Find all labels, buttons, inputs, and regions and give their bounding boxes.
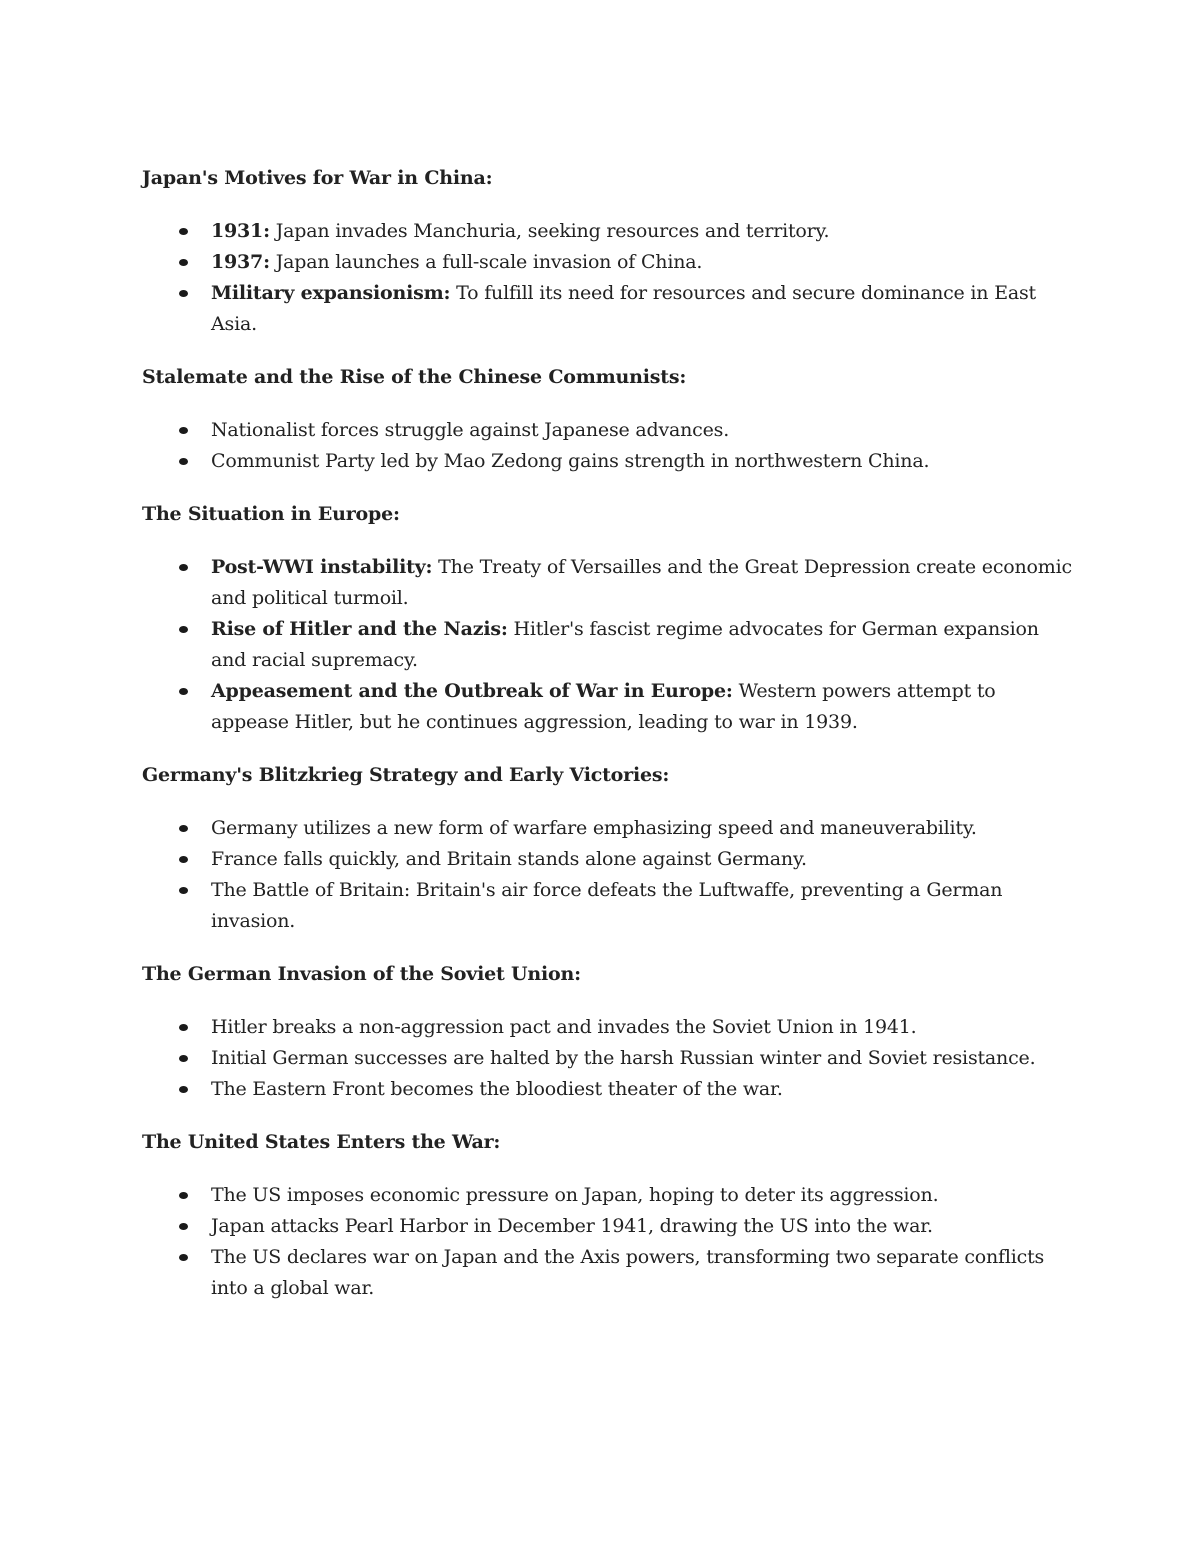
list-item (142, 676, 1072, 738)
bullet-list (142, 216, 1072, 340)
bullet-icon (179, 1254, 188, 1261)
bullet-icon (179, 1024, 188, 1031)
item-lead: Military expansionism: (211, 282, 451, 304)
section-soviet-invasion (142, 959, 1072, 1105)
bullet-icon (179, 825, 188, 832)
item-lead: Post-WWI instability: (211, 556, 433, 578)
item-text: Japan attacks Pearl Harbor in December 1941, drawing the US into the war. (211, 1215, 933, 1237)
item-lead: Rise of Hitler and the Nazis: (211, 618, 508, 640)
section-heading: Stalemate and the Rise of the Chinese Communists: (142, 366, 687, 388)
list-item (142, 614, 1072, 676)
list-item (142, 446, 1072, 477)
bullet-icon (179, 1055, 188, 1062)
bullet-icon (179, 887, 188, 894)
bullet-list (142, 1180, 1072, 1304)
bullet-icon (179, 228, 188, 235)
list-item (142, 813, 1072, 844)
item-text: Hitler breaks a non-aggression pact and invades the Soviet Union in 1941. (211, 1016, 917, 1038)
bullet-icon (179, 458, 188, 465)
section-japan-motives (142, 163, 1072, 340)
list-item (142, 415, 1072, 446)
list-item (142, 1211, 1072, 1242)
bullet-icon (179, 688, 188, 695)
item-text: Communist Party led by Mao Zedong gains strength in northwestern China. (211, 450, 930, 472)
item-lead: 1931: (211, 220, 270, 242)
bullet-icon (179, 856, 188, 863)
list-item (142, 278, 1072, 340)
document-body (142, 163, 1072, 1326)
bullet-icon (179, 626, 188, 633)
list-item (142, 1242, 1072, 1304)
item-text: The US imposes economic pressure on Japan, hoping to deter its aggression. (211, 1184, 939, 1206)
item-text: Japan invades Manchuria, seeking resources and territory. (269, 220, 830, 242)
item-text: The Eastern Front becomes the bloodiest theater of the war. (211, 1078, 783, 1100)
item-text: Nationalist forces struggle against Japanese advances. (211, 419, 730, 441)
bullet-list (142, 415, 1072, 477)
bullet-icon (179, 1192, 188, 1199)
section-blitzkrieg (142, 760, 1072, 937)
bullet-icon (179, 427, 188, 434)
list-item (142, 216, 1072, 247)
list-item (142, 247, 1072, 278)
section-heading: The United States Enters the War: (142, 1131, 501, 1153)
section-us-enters (142, 1127, 1072, 1304)
item-text: Germany utilizes a new form of warfare emphasizing speed and maneuverability. (211, 817, 977, 839)
list-item (142, 1043, 1072, 1074)
item-lead: 1937: (211, 251, 270, 273)
bullet-icon (179, 1223, 188, 1230)
item-text: The Battle of Britain: Britain's air force defeats the Luftwaffe, preventing a German invasion. (211, 879, 1003, 932)
section-heading: The German Invasion of the Soviet Union: (142, 963, 581, 985)
list-item (142, 844, 1072, 875)
item-text: Western powers attempt to appease Hitler, but he continues aggression, leading to war in 1939. (211, 680, 996, 733)
list-item (142, 1180, 1072, 1211)
list-item (142, 1074, 1072, 1105)
bullet-icon (179, 290, 188, 297)
bullet-icon (179, 564, 188, 571)
section-stalemate (142, 362, 1072, 477)
item-text: To fulfill its need for resources and secure dominance in East Asia. (211, 282, 1036, 335)
section-heading: Japan's Motives for War in China: (142, 167, 493, 189)
section-heading: Germany's Blitzkrieg Strategy and Early Victories: (142, 764, 670, 786)
list-item (142, 1012, 1072, 1043)
bullet-list (142, 813, 1072, 937)
item-lead: Appeasement and the Outbreak of War in Europe: (211, 680, 733, 702)
list-item (142, 552, 1072, 614)
bullet-icon (179, 1086, 188, 1093)
item-text: France falls quickly, and Britain stands alone against Germany. (211, 848, 807, 870)
bullet-list (142, 1012, 1072, 1105)
item-text: The Treaty of Versailles and the Great Depression create economic and political turmoil. (211, 556, 1072, 609)
item-text: Japan launches a full-scale invasion of China. (269, 251, 703, 273)
bullet-icon (179, 259, 188, 266)
section-europe (142, 499, 1072, 738)
item-text: Hitler's fascist regime advocates for German expansion and racial supremacy. (211, 618, 1039, 671)
section-heading: The Situation in Europe: (142, 503, 400, 525)
item-text: The US declares war on Japan and the Axis powers, transforming two separate conflicts into a global war. (211, 1246, 1045, 1299)
bullet-list (142, 552, 1072, 738)
list-item (142, 875, 1072, 937)
item-text: Initial German successes are halted by the harsh Russian winter and Soviet resistance. (211, 1047, 1036, 1069)
